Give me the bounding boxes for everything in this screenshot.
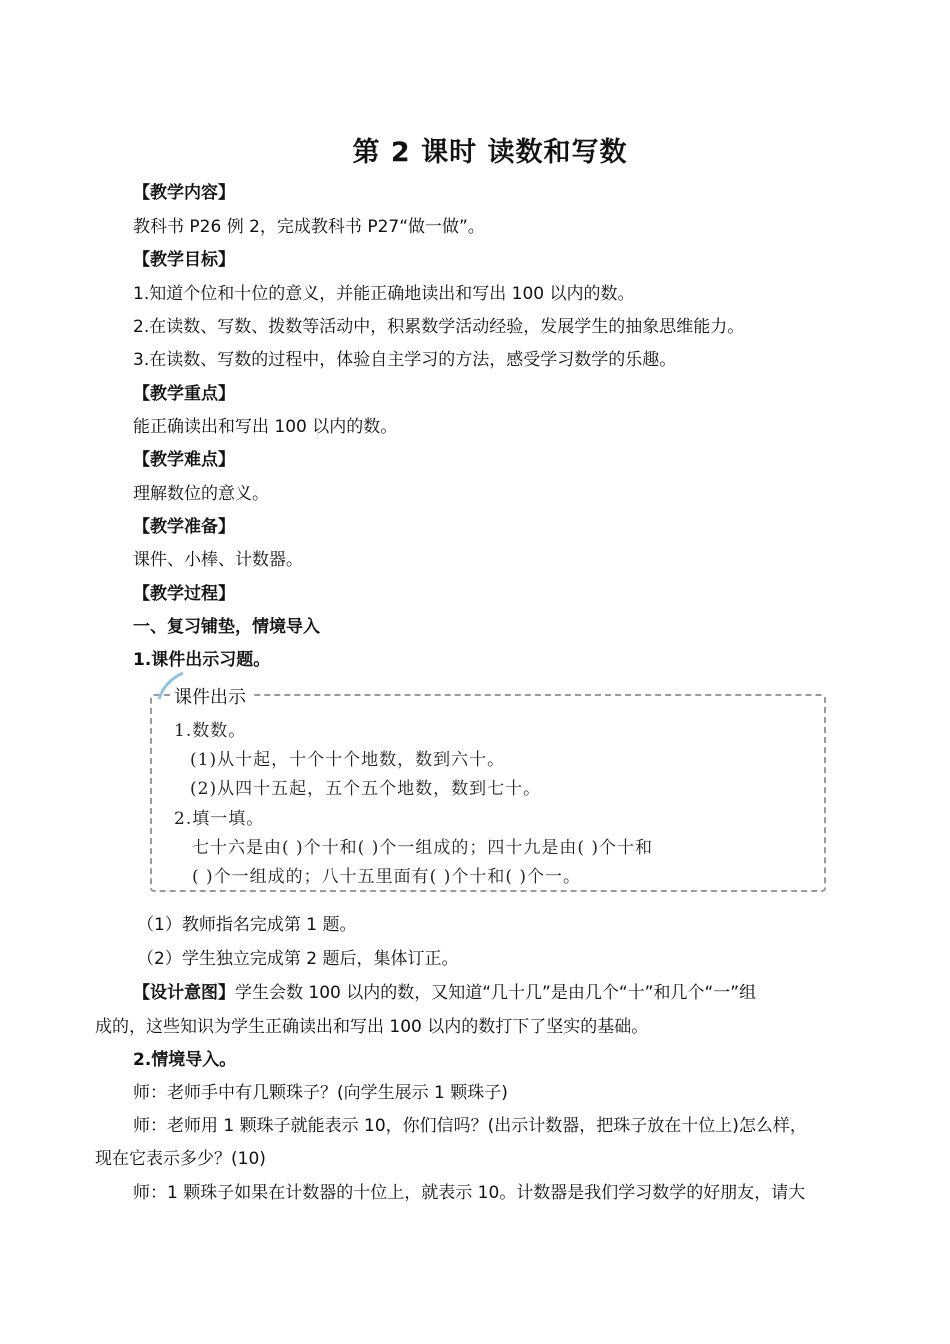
heading-key: 【教学重点】 xyxy=(133,384,235,404)
dialogue-3: 师：1 颗珠子如果在计数器的十位上，就表示 10。计数器是我们学习数学的好朋友，请大 xyxy=(133,1183,806,1203)
page-title: 第 2 课时 读数和写数 xyxy=(352,137,628,168)
exercise-line-1: 1.数数。 xyxy=(174,721,247,741)
exercise-line-2: (1)从十起，十个十个地数，数到六十。 xyxy=(190,750,506,770)
design-intent-text: 学生会数 100 以内的数，又知道“几十几”是由几个“十”和几个“一”组 xyxy=(235,983,757,1003)
goal-1: 1.知道个位和十位的意义，并能正确地读出和写出 100 以内的数。 xyxy=(133,284,635,304)
exercise-line-6: ( )个一组成的；八十五里面有( )个十和( )个一。 xyxy=(192,867,582,887)
design-intent-cont: 成的，这些知识为学生正确读出和写出 100 以内的数打下了坚实的基础。 xyxy=(95,1017,649,1037)
dialogue-2: 师：老师用 1 颗珠子就能表示 10，你们信吗？(出示计数器，把珠子放在十位上)怎么样， xyxy=(133,1116,807,1136)
step1-item1: 1.课件出示习题。 xyxy=(133,650,271,670)
dialogue-2-cont: 现在它表示多少？(10) xyxy=(95,1149,266,1169)
design-intent-heading: 【设计意图】 xyxy=(133,983,235,1003)
goal-3: 3.在读数、写数的过程中，体验自主学习的方法，感受学习数学的乐趣。 xyxy=(133,350,677,370)
heading-goal: 【教学目标】 xyxy=(133,250,235,270)
exercise-box-label: 课件出示 xyxy=(172,683,252,709)
goal-2: 2.在读数、写数、拨数等活动中，积累数学活动经验，发展学生的抽象思维能力。 xyxy=(133,317,745,337)
text-prep: 课件、小棒、计数器。 xyxy=(133,550,303,570)
dialogue-1: 师：老师手中有几颗珠子？(向学生展示 1 颗珠子) xyxy=(133,1083,508,1103)
heading-content: 【教学内容】 xyxy=(133,183,235,203)
design-intent xyxy=(133,978,756,1003)
heading-prep: 【教学准备】 xyxy=(133,517,235,537)
text-content: 教科书 P26 例 2，完成教科书 P27“做一做”。 xyxy=(133,217,485,237)
exercise-line-3: (2)从四十五起，五个五个地数，数到七十。 xyxy=(190,779,542,799)
heading-process: 【教学过程】 xyxy=(133,584,235,604)
text-key: 能正确读出和写出 100 以内的数。 xyxy=(133,417,398,437)
text-difficulty: 理解数位的意义。 xyxy=(133,484,269,504)
note-1: （1）教师指名完成第 1 题。 xyxy=(137,915,357,935)
note-2: （2）学生独立完成第 2 题后，集体订正。 xyxy=(137,949,459,969)
exercise-line-5: 七十六是由( )个十和( )个一组成的；四十九是由( )个十和 xyxy=(192,838,654,858)
step1-heading: 一、复习铺垫，情境导入 xyxy=(133,617,320,637)
step2-heading: 2.情境导入。 xyxy=(133,1050,237,1070)
exercise-line-4: 2.填一填。 xyxy=(174,809,265,829)
heading-difficulty: 【教学难点】 xyxy=(133,450,235,470)
